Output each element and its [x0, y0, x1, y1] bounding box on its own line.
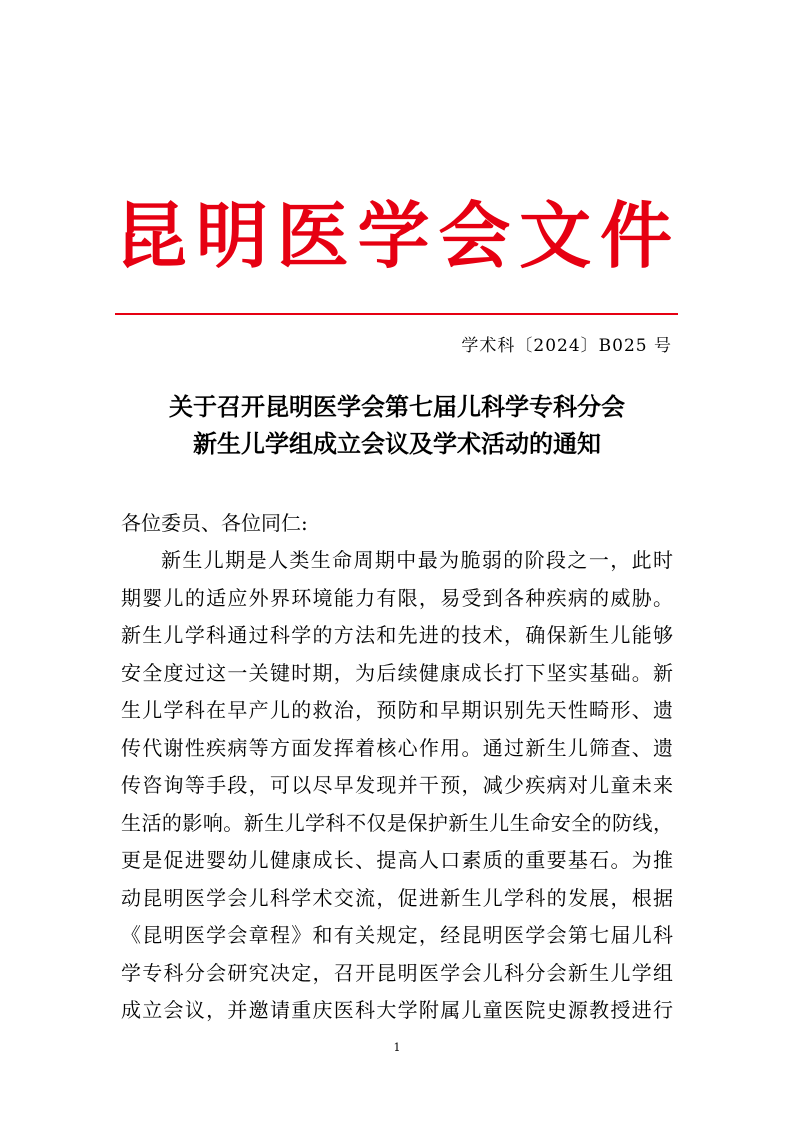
header-char: 昆: [115, 194, 196, 278]
header-char: 医: [276, 194, 357, 278]
body-line: 《昆明医学会章程》和有关规定，经昆明医学会第七届儿科: [121, 923, 673, 947]
body-line: 安全度过这一关键时期，为后续健康成长打下坚实基础。新: [121, 660, 673, 685]
document-header-title: [115, 188, 680, 284]
header-divider: [115, 313, 678, 315]
body-line: 生活的影响。新生儿学科不仅是保护新生儿生命安全的防线，: [121, 810, 673, 835]
body-paragraph: [121, 542, 673, 1030]
body-line: 新生儿学科通过科学的方法和先进的技术，确保新生儿能够: [121, 623, 673, 647]
body-line: 生儿学科在早产儿的救治，预防和早期识别先天性畸形、遗: [121, 698, 673, 722]
document-number: 学术科〔2024〕B025 号: [461, 336, 672, 356]
body-line: 更是促进婴幼儿健康成长、提高人口素质的重要基石。为推: [121, 848, 673, 872]
header-char: 会: [438, 194, 519, 278]
header-char: 学: [357, 194, 438, 278]
body-line: 传咨询等手段，可以尽早发现并干预，减少疾病对儿童未来: [121, 773, 673, 797]
body-line: 新生儿期是人类生命周期中最为脆弱的阶段之一，此时: [161, 548, 673, 572]
body-line: 学专科分会研究决定，召开昆明医学会儿科分会新生儿学组: [121, 960, 673, 985]
notice-title-line-1: 关于召开昆明医学会第七届儿科学专科分会: [169, 392, 625, 421]
body-line: 期婴儿的适应外界环境能力有限，易受到各种疾病的威胁。: [121, 585, 673, 610]
header-char: 明: [195, 194, 276, 278]
body-line: 动昆明医学会儿科学术交流，促进新生儿学科的发展，根据: [121, 885, 673, 910]
page-number: 1: [393, 1041, 401, 1054]
body-line: 传代谢性疾病等方面发挥着核心作用。通过新生儿筛查、遗: [121, 735, 673, 760]
notice-title-line-2: 新生儿学组成立会议及学术活动的通知: [193, 429, 601, 458]
header-char: 件: [599, 194, 680, 278]
body-line: 成立会议，并邀请重庆医科大学附属儿童医院史源教授进行: [121, 998, 673, 1022]
header-char: 文: [519, 194, 600, 278]
salutation: 各位委员、各位同仁:: [121, 511, 308, 535]
notice-title: [100, 388, 694, 462]
